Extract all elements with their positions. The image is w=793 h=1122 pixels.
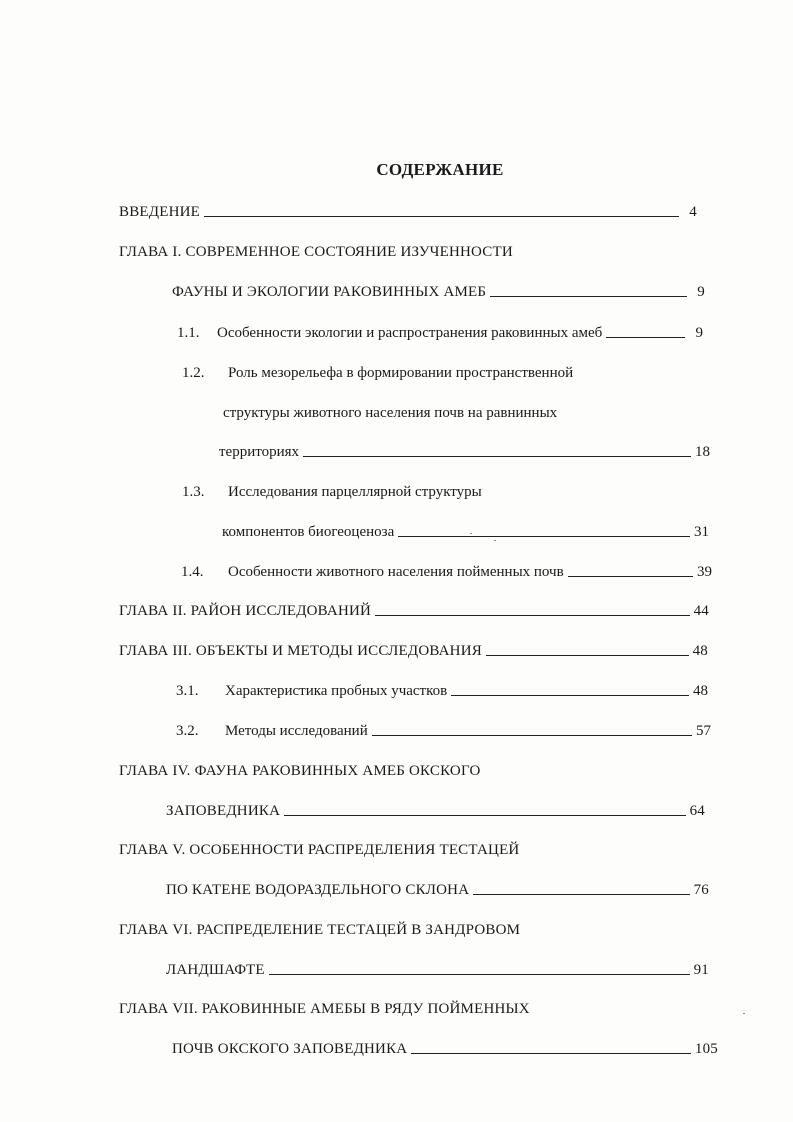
toc-entry-text: структуры животного населения почв на равнинных [223, 405, 558, 421]
toc-entry-ch1-line2 [172, 277, 705, 301]
toc-page-number: 105 [694, 1041, 718, 1057]
leader-line [486, 655, 689, 656]
toc-entry-1-3-line2 [222, 517, 709, 541]
toc-entry-ch5-line2 [166, 875, 709, 899]
toc-page-number: 18 [695, 444, 710, 460]
toc-entry-text: Характеристика пробных участков [225, 683, 448, 699]
toc-entry-3-2 [176, 716, 711, 740]
leader-line [204, 216, 679, 217]
section-number: 1.1. [177, 325, 200, 341]
toc-page-number: 76 [693, 882, 709, 898]
toc-entry-ch6-line2 [166, 955, 709, 979]
toc-entry-ch1-line1 [119, 237, 513, 261]
toc-entry-ch7-line1 [119, 994, 530, 1018]
toc-page-number: 57 [696, 723, 711, 739]
section-number: 1.4. [181, 564, 204, 580]
toc-entry-ch5-line1 [119, 835, 519, 859]
leader-line [490, 296, 687, 297]
toc-entry-text: Методы исследований [225, 723, 368, 739]
section-number: 1.3. [182, 484, 205, 500]
toc-entry-1-1 [177, 318, 703, 342]
toc-entry-ch6-line1 [119, 915, 520, 939]
scan-speck [743, 1013, 745, 1014]
toc-page-number: 64 [689, 803, 705, 819]
toc-entry-text: ФАУНЫ И ЭКОЛОГИИ РАКОВИННЫХ АМЕБ [172, 284, 487, 300]
toc-entry-text: территориях [219, 444, 300, 460]
toc-entry-text: ПО КАТЕНЕ ВОДОРАЗДЕЛЬНОГО СКЛОНА [166, 882, 470, 898]
toc-entry-1-3-line1 [182, 477, 482, 501]
toc-entry-ch7-line2 [172, 1034, 718, 1058]
toc-page-number: 9 [697, 284, 705, 300]
leader-line [375, 615, 690, 616]
leader-line [451, 695, 689, 696]
toc-page-number: 44 [693, 603, 709, 619]
toc-entry-text: Особенности экологии и распространения раковинных амеб [217, 325, 603, 341]
toc-entry-text: компонентов биогеоценоза [222, 524, 395, 540]
scan-speck [494, 540, 496, 541]
toc-page-number: 9 [695, 325, 703, 341]
toc-entry-text: ГЛАВА III. ОБЪЕКТЫ И МЕТОДЫ ИССЛЕДОВАНИЯ [119, 643, 482, 659]
scan-speck [470, 533, 472, 534]
toc-entry-3-1 [176, 676, 708, 700]
leader-line [568, 576, 693, 577]
toc-entry-text: ГЛАВА V. ОСОБЕННОСТИ РАСПРЕДЕЛЕНИЯ ТЕСТАЦЕЙ [119, 842, 520, 858]
toc-entry-ch4-line2 [166, 796, 705, 820]
toc-entry-ch4-line1 [119, 756, 481, 780]
section-number: 1.2. [182, 365, 205, 381]
toc-page-number: 91 [693, 962, 709, 978]
toc-entry-text: ВВЕДЕНИЕ [119, 204, 200, 220]
toc-entry-1-2-line2 [223, 398, 557, 422]
toc-entry-text: Роль мезорельефа в формировании пространственной [228, 365, 574, 381]
leader-line [473, 894, 689, 895]
section-number: 3.1. [176, 683, 199, 699]
leader-line [303, 456, 691, 457]
toc-entry-text: Исследования парцеллярной структуры [228, 484, 482, 500]
toc-entry-text: ПОЧВ ОКСКОГО ЗАПОВЕДНИКА [172, 1041, 408, 1057]
toc-entry-text: ГЛАВА IV. ФАУНА РАКОВИННЫХ АМЕБ ОКСКОГО [119, 763, 481, 779]
toc-entry-text: ГЛАВА II. РАЙОН ИССЛЕДОВАНИЙ [119, 603, 372, 619]
section-number: 3.2. [176, 723, 199, 739]
toc-entry-text: ГЛАВА VI. РАСПРЕДЕЛЕНИЕ ТЕСТАЦЕЙ В ЗАНДРОВОМ [119, 922, 521, 938]
leader-line [284, 815, 685, 816]
toc-entry-text: ГЛАВА I. СОВРЕМЕННОЕ СОСТОЯНИЕ ИЗУЧЕННОСТИ [119, 244, 513, 260]
toc-entry-ch2 [119, 596, 709, 620]
toc-entry-ch3 [119, 636, 708, 660]
toc-entry-text: ГЛАВА VII. РАКОВИННЫЕ АМЕБЫ В РЯДУ ПОЙМЕННЫХ [119, 1001, 530, 1017]
leader-line [372, 735, 692, 736]
leader-line [411, 1053, 691, 1054]
toc-page-number: 31 [694, 524, 709, 540]
toc-page-number: 39 [697, 564, 712, 580]
leader-line [398, 536, 690, 537]
toc-page-number: 48 [692, 643, 708, 659]
toc-entry-1-2-line1 [182, 358, 573, 382]
toc-entry-text: ЛАНДШАФТЕ [166, 962, 265, 978]
leader-line [269, 974, 690, 975]
leader-line [606, 337, 685, 338]
toc-entry-text: Особенности животного населения пойменных почв [228, 564, 564, 580]
toc-entry-intro [119, 197, 697, 221]
toc-entry-text: ЗАПОВЕДНИКА [166, 803, 281, 819]
toc-entry-1-4 [181, 557, 712, 581]
toc-page-number: 4 [689, 204, 697, 220]
toc-entry-1-2-line3 [219, 437, 710, 461]
toc-page-number: 48 [693, 683, 708, 699]
page-title: СОДЕРЖАНИЕ [376, 160, 504, 179]
